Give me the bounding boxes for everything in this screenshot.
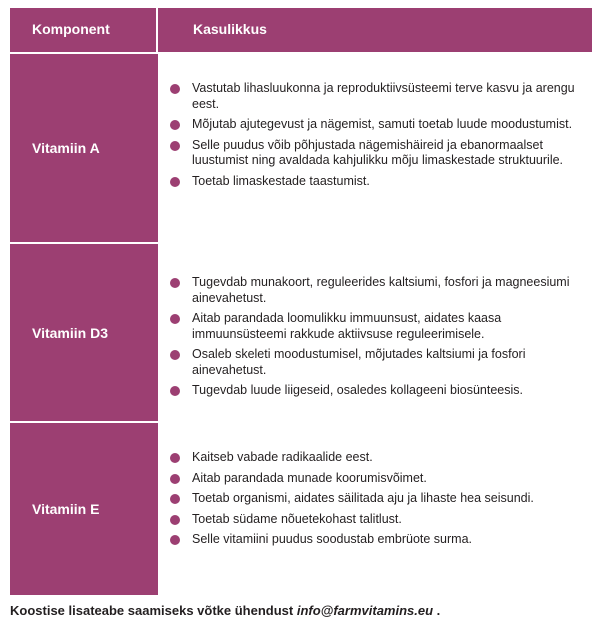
table-header	[10, 8, 592, 52]
header-component: Komponent	[32, 21, 110, 37]
list-item: Toetab südame nõuetekohast talitlust.	[158, 512, 578, 528]
vitamin-table	[10, 8, 592, 595]
bullet-dot-icon	[170, 515, 180, 525]
contact-footer	[10, 603, 440, 618]
list-item: Vastutab lihasluukonna ja reproduktiivsüsteemi terve kasvu ja arengu eest.	[158, 81, 578, 112]
benefits-cell	[158, 54, 592, 242]
header-divider	[156, 8, 158, 52]
bullet-dot-icon	[170, 386, 180, 396]
bullet-dot-icon	[170, 120, 180, 130]
bullet-dot-icon	[170, 474, 180, 484]
benefits-list	[158, 450, 578, 553]
table-row-vitamin-a	[10, 54, 592, 242]
bullet-dot-icon	[170, 141, 180, 151]
bullet-dot-icon	[170, 350, 180, 360]
footer-text: Koostise lisateabe saamiseks võtke ühendust	[10, 603, 297, 618]
list-item: Osaleb skeleti moodustumisel, mõjutades kaltsiumi ja fosfori ainevahetust.	[158, 347, 578, 378]
benefits-cell	[158, 423, 592, 595]
benefits-list	[158, 81, 578, 194]
header-benefit: Kasulikkus	[193, 21, 267, 37]
benefits-list	[158, 275, 578, 404]
bullet-dot-icon	[170, 84, 180, 94]
list-item: Tugevdab luude liigeseid, osaledes kollageeni biosünteesis.	[158, 383, 578, 399]
list-item: Selle vitamiini puudus soodustab embrüote surma.	[158, 532, 578, 548]
bullet-dot-icon	[170, 453, 180, 463]
list-item: Toetab organismi, aidates säilitada aju ja lihaste hea seisundi.	[158, 491, 578, 507]
row-label: Vitamiin A	[32, 140, 100, 156]
list-item: Kaitseb vabade radikaalide eest.	[158, 450, 578, 466]
list-item: Aitab parandada loomulikku immuunsust, aidates kaasa immuunsüsteemi rakkude aktiivsuse reguleerimisele.	[158, 311, 578, 342]
list-item: Aitab parandada munade koorumisvõimet.	[158, 471, 578, 487]
benefits-cell	[158, 244, 592, 421]
bullet-dot-icon	[170, 535, 180, 545]
list-item: Selle puudus võib põhjustada nägemishäireid ja ebanormaalset luustumist ning avaldada kahjulikku mõju limaskestade struktuurile.	[158, 138, 578, 169]
bullet-dot-icon	[170, 314, 180, 324]
table-row-vitamin-e	[10, 423, 592, 595]
list-item: Mõjutab ajutegevust ja nägemist, samuti toetab luude moodustumist.	[158, 117, 578, 133]
contact-email-link[interactable]: info@farmvitamins.eu	[296, 603, 434, 618]
row-label: Vitamiin D3	[32, 324, 108, 341]
list-item: Tugevdab munakoort, reguleerides kaltsiumi, fosfori ja magneesiumi ainevahetust.	[158, 275, 578, 306]
row-label: Vitamiin E	[32, 501, 100, 517]
bullet-dot-icon	[170, 494, 180, 504]
bullet-dot-icon	[170, 278, 180, 288]
bullet-dot-icon	[170, 177, 180, 187]
list-item: Toetab limaskestade taastumist.	[158, 174, 578, 190]
table-row-vitamin-d3	[10, 244, 592, 421]
footer-end: .	[433, 603, 441, 618]
